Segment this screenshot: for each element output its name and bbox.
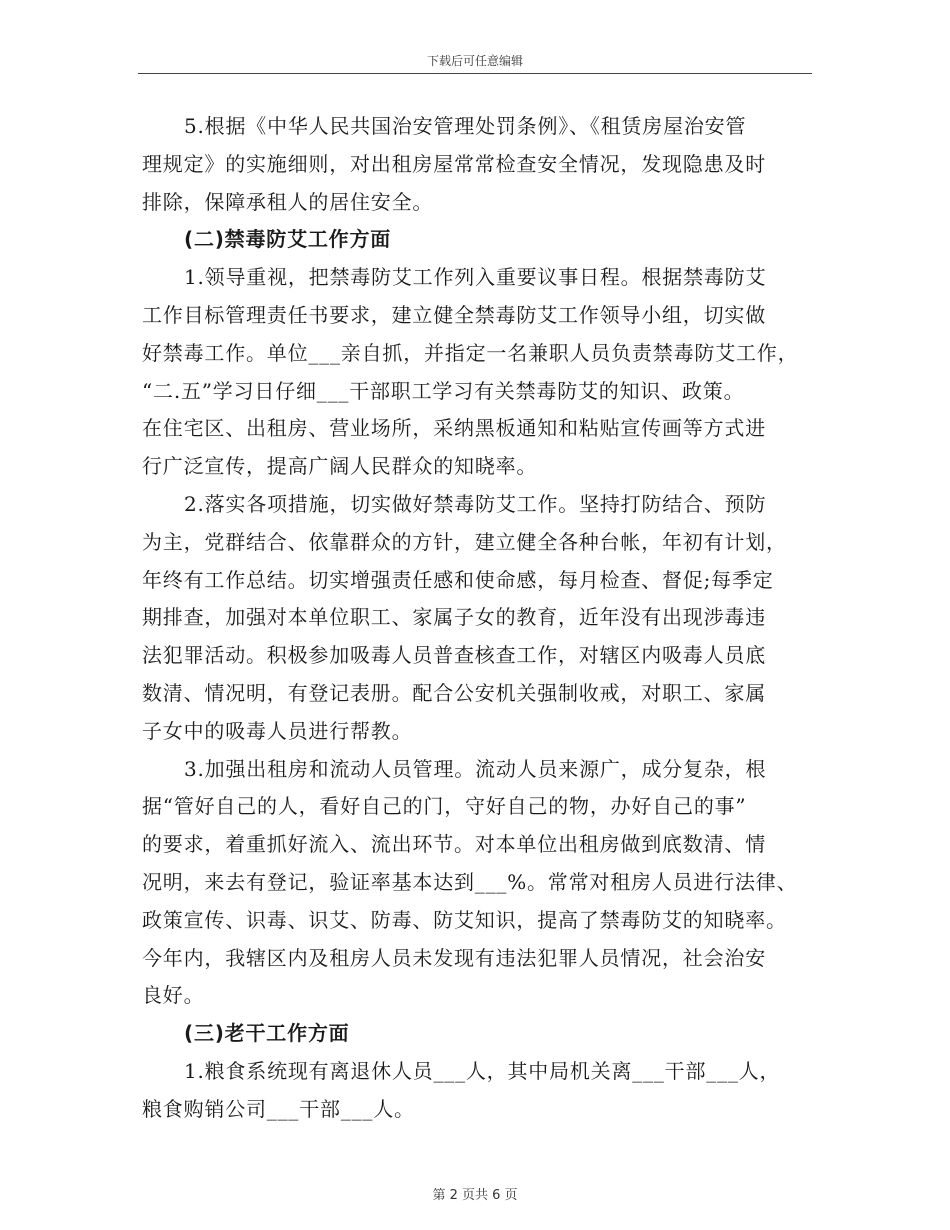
header-divider (138, 73, 812, 74)
paragraph-line: 工作目标管理责任书要求，建立健全禁毒防艾工作领导小组，切实做 (142, 302, 766, 327)
paragraph-line: 好禁毒工作。单位___亲自抓，并指定一名兼职人员负责禁毒防艾工作， (142, 340, 799, 365)
paragraph-line: 良好。 (142, 983, 205, 1008)
paragraph-line: 1.粮食系统现有离退休人员___人，其中局机关离___干部___人， (184, 1058, 781, 1083)
paragraph-line: “二.五”学习日仔细___干部职工学习有关禁毒防艾的知识、政策。 (142, 378, 745, 403)
paragraph-line: 2.落实各项措施，切实做好禁毒防艾工作。坚持打防结合、预防 (184, 491, 767, 516)
paragraph-line: 理规定》的实施细则，对出租房屋常常检查安全情况，发现隐患及时 (142, 151, 766, 176)
page-footer: 第 2 页共 6 页 (432, 1188, 518, 1203)
paragraph-line: 排除，保障承租人的居住安全。 (142, 189, 434, 214)
section-heading-2: (二)禁毒防艾工作方面 (184, 227, 392, 252)
paragraph-line: 的要求，着重抓好流入、流出环节。对本单位出租房做到底数清、情 (142, 832, 766, 857)
paragraph-line: 期排查，加强对本单位职工、家属子女的教育，近年没有出现涉毒违 (142, 605, 766, 630)
paragraph-line: 况明，来去有登记，验证率基本达到___%。常常对租房人员进行法律、 (142, 869, 798, 894)
paragraph-line: 今年内，我辖区内及租房人员未发现有违法犯罪人员情况，社会治安 (142, 945, 766, 970)
page-header: 下载后可任意编辑 (426, 54, 523, 68)
paragraph-line: 在住宅区、出租房、营业场所，采纳黑板通知和粘贴宣传画等方式进 (142, 416, 766, 441)
paragraph-line: 年终有工作总结。切实增强责任感和使命感，每月检查、督促;每季定 (142, 567, 774, 592)
paragraph-line: 数清、情况明，有登记表册。配合公安机关强制收戒，对职工、家属 (142, 680, 766, 705)
paragraph-line: 法犯罪活动。积极参加吸毒人员普查核查工作，对辖区内吸毒人员底 (142, 643, 766, 668)
paragraph-line: 据“管好自己的人，看好自己的门，守好自己的物，办好自己的事” (142, 794, 747, 819)
paragraph-line: 行广泛宣传，提高广阔人民群众的知晓率。 (142, 454, 538, 479)
paragraph-line: 政策宣传、识毒、识艾、防毒、防艾知识，提高了禁毒防艾的知晓率。 (142, 907, 787, 932)
paragraph-line: 1.领导重视，把禁毒防艾工作列入重要议事日程。根据禁毒防艾 (184, 265, 767, 290)
paragraph-line: 粮食购销公司___干部___人。 (142, 1096, 415, 1121)
document-body (142, 108, 810, 1129)
paragraph-line: 为主，党群结合、依靠群众的方针，建立健全各种台帐，年初有计划， (142, 529, 787, 554)
section-heading-3: (三)老干工作方面 (184, 1021, 350, 1046)
paragraph-line: 5.根据《中华人民共国治安管理处罚条例》、《租赁房屋治安管 (184, 114, 747, 138)
paragraph-line: 子女中的吸毒人员进行帮教。 (142, 718, 413, 743)
paragraph-line: 3.加强出租房和流动人员管理。流动人员来源广，成分复杂，根 (184, 756, 767, 781)
